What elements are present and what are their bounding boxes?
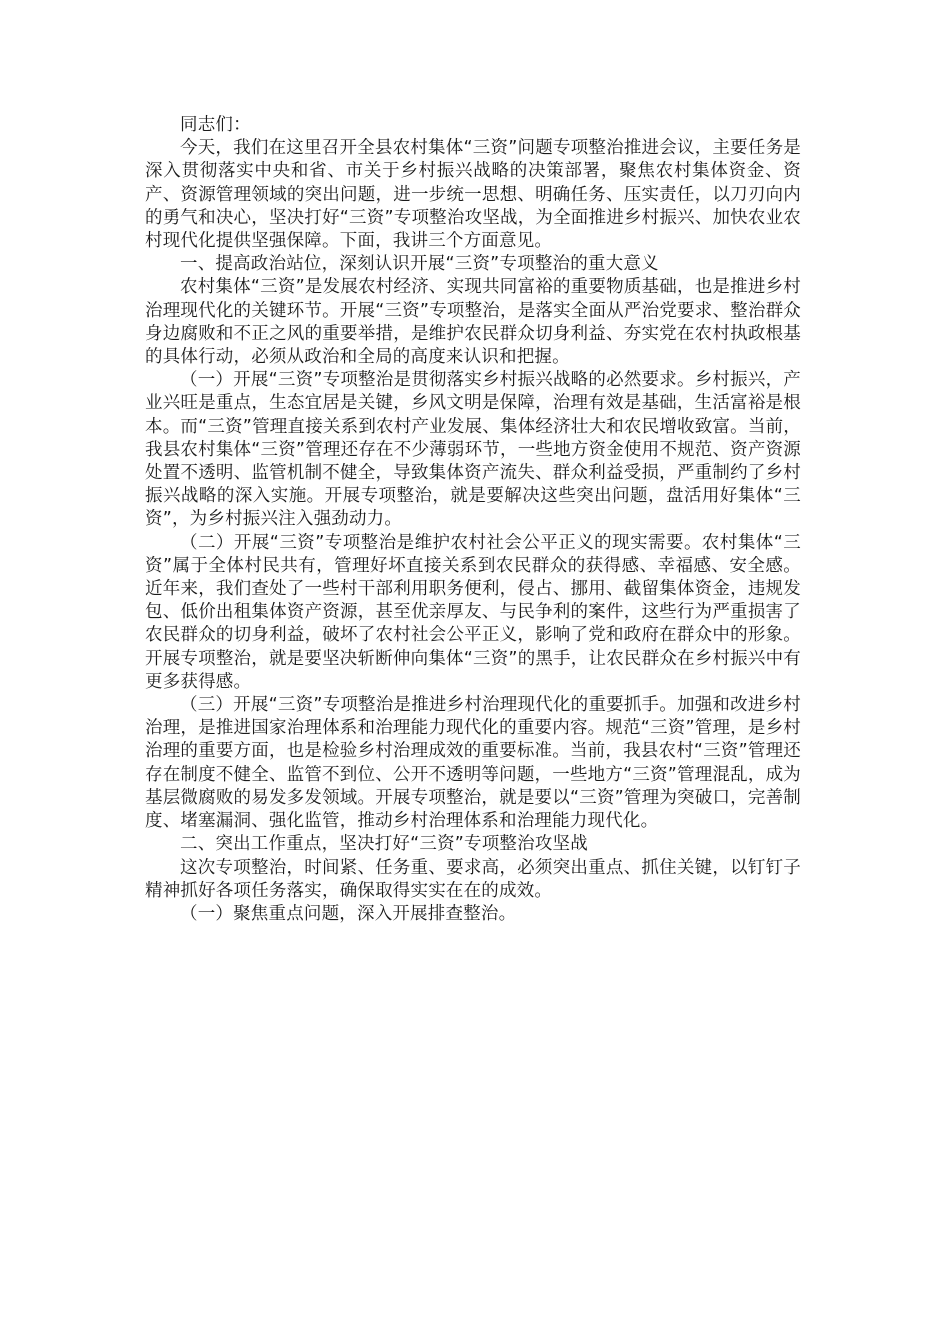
section-1-sub-2-title: （二）开展“三资”专项整治是维护农村社会公平正义的现实需要。	[180, 532, 702, 553]
section-1-sub-3-title: （三）开展“三资”专项整治是推进乡村治理现代化的重要抓手。	[180, 695, 677, 716]
section-1-sub-3	[145, 694, 801, 833]
section-2-body: 这次专项整治，时间紧、任务重、要求高，必须突出重点、抓住关键，以钉钉子精神抓好各项任务落实，确保取得实实在在的成效。	[145, 857, 801, 901]
section-1-sub-1	[145, 369, 801, 531]
document-body	[145, 114, 801, 926]
section-1-heading: 一、提高政治站位，深刻认识开展“三资”专项整治的重大意义	[180, 254, 659, 275]
section-1-sub-1-body: 乡村振兴，产业兴旺是重点，生态宜居是关键，乡风文明是保障，治理有效是基础，生活富裕是根本。而“三资”管理直接关系到农村产业发展、集体经济壮大和农民增收致富。当前，我县农村集体“三资”管理还存在不少薄弱环节，一些地方资金使用不规范、资产资源处置不透明、监管机制不健全，导致集体资产流失、群众利益受损，严重制约了乡村振兴战略的深入实施。开展专项整治，就是要解决这些突出问题，盘活用好集体“三资”，为乡村振兴注入强劲动力。	[145, 370, 801, 530]
section-1-sub-3-body: 加强和改进乡村治理，是推进国家治理体系和治理能力现代化的重要内容。规范“三资”管理，是乡村治理的重要方面，也是检验乡村治理成效的重要标准。当前，我县农村“三资”管理还存在制度不健全、监管不到位、公开不透明等问题，一些地方“三资”管理混乱，成为基层微腐败的易发多发领域。开展专项整治，就是要以“三资”管理为突破口，完善制度、堵塞漏洞、强化监管，推动乡村治理体系和治理能力现代化。	[145, 695, 801, 832]
section-2-heading: 二、突出工作重点，坚决打好“三资”专项整治攻坚战	[180, 834, 588, 855]
section-2-sub-1-title: （一）聚焦重点问题，深入开展排查整治。	[180, 903, 517, 924]
section-1-sub-1-title: （一）开展“三资”专项整治是贯彻落实乡村振兴战略的必然要求。	[180, 370, 695, 391]
section-1-body: 农村集体“三资”是发展农村经济、实现共同富裕的重要物质基础，也是推进乡村治理现代化的关键环节。开展“三资”专项整治，是落实全面从严治党要求、整治群众身边腐败和不正之风的重要举措，是维护农民群众切身利益、夯实党在农村执政根基的具体行动，必须从政治和全局的高度来认识和把握。	[145, 277, 801, 368]
section-1-sub-2	[145, 532, 801, 694]
section-1-sub-2-body: 农村集体“三资”属于全体村民共有，管理好坏直接关系到农民群众的获得感、幸福感、安全感。近年来，我们查处了一些村干部利用职务便利，侵占、挪用、截留集体资金，违规发包、低价出租集体资产资源，甚至优亲厚友、与民争利的案件，这些行为严重损害了农民群众的切身利益，破坏了农村社会公平正义，影响了党和政府在群众中的形象。开展专项整治，就是要坚决斩断伸向集体“三资”的黑手，让农民群众在乡村振兴中有更多获得感。	[145, 532, 801, 692]
intro-paragraph: 今天，我们在这里召开全县农村集体“三资”问题专项整治推进会议，主要任务是深入贯彻落实中央和省、市关于乡村振兴战略的决策部署，聚焦农村集体资金、资产、资源管理领域的突出问题，进一步统一思想、明确任务、压实责任，以刀刃向内的勇气和决心，坚决打好“三资”专项整治攻坚战，为全面推进乡村振兴、加快农业农村现代化提供坚强保障。下面，我讲三个方面意见。	[145, 138, 801, 252]
salutation: 同志们：	[180, 115, 251, 135]
